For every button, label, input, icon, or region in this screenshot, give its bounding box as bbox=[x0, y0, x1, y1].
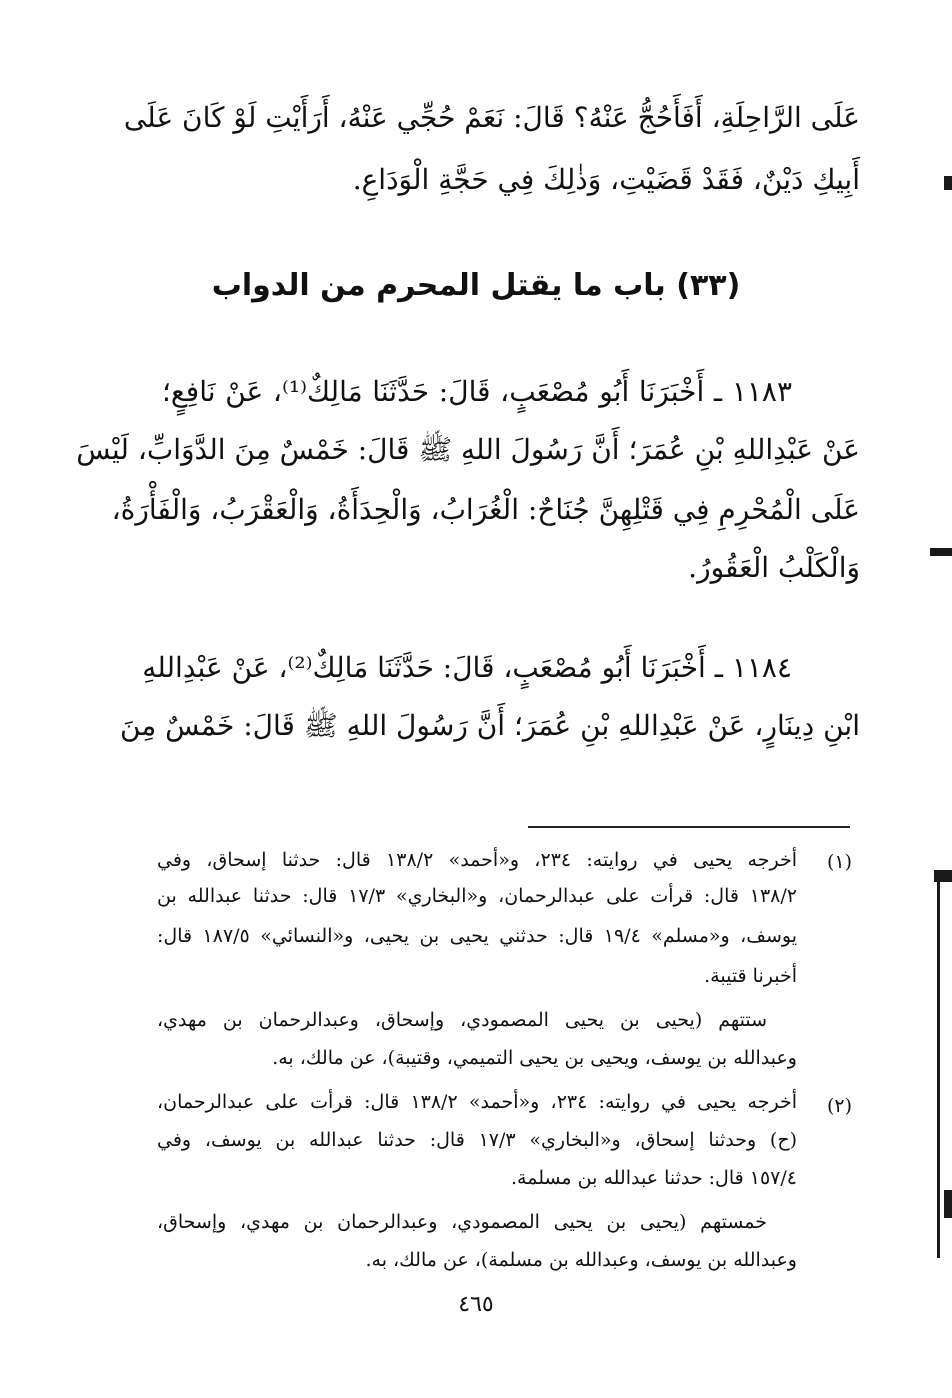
hadith-1183-line: ١١٨٣ ـ أَخْبَرَنَا أَبُو مُصْعَبٍ، قَالَ: حَدَّثَنَا مَالِكٌ⁽¹⁾، عَنْ نَافِعٍ؛ bbox=[162, 375, 792, 408]
hadith-1183-line: عَلَى الْمُحْرِمِ فِي قَتْلِهِنَّ جُنَاحٌ: الْغُرَابُ، وَالْحِدَأَةُ، وَالْعَقْرَبُ، وَالْفَأْرَةُ، bbox=[111, 493, 860, 526]
text-line: أَبِيكِ دَيْنٌ، فَقَدْ قَضَيْتِ، وَذٰلِكَ فِي حَجَّةِ الْوَدَاعِ. bbox=[352, 163, 860, 196]
footnote-1-line: أخبرنا قتيبة. bbox=[704, 965, 797, 987]
scan-edge-line bbox=[937, 878, 940, 1258]
hadith-1183-line: عَنْ عَبْدِاللهِ بْنِ عُمَرَ؛ أَنَّ رَسُولَ اللهِ ﷺ قَالَ: خَمْسٌ مِنَ الدَّوَابِّ، لَيْسَ bbox=[76, 433, 860, 466]
footnote-2-para2-line: خمستهم (يحيى بن يحيى المصمودي، وعبدالرحمان بن مهدي، وإسحاق، bbox=[157, 1211, 767, 1233]
footnote-1-number: (١) bbox=[826, 851, 852, 873]
scan-edge-mark bbox=[944, 1190, 952, 1218]
footnote-1-para2-line: وعبدالله بن يوسف، ويحيى بن يحيى التميمي، وقتيبة)، عن مالك، به. bbox=[272, 1047, 797, 1069]
footnote-1-line: أخرجه يحيى في روايته: ٢٣٤، و«أحمد» ١٣٨/٢ قال: حدثنا إسحاق، وفي bbox=[157, 849, 797, 871]
footnote-2-line: أخرجه يحيى في روايته: ٢٣٤، و«أحمد» ١٣٨/٢ قال: قرأت على عبدالرحمان، bbox=[157, 1091, 797, 1113]
hadith-1183-line: وَالْكَلْبُ الْعَقُورُ. bbox=[688, 551, 860, 584]
footnote-2-line: ١٥٧/٤ قال: حدثنا عبدالله بن مسلمة. bbox=[510, 1167, 797, 1189]
text-line: عَلَى الرَّاحِلَةِ، أَفَأَحُجُّ عَنْهُ؟ قَالَ: نَعَمْ حُجِّي عَنْهُ، أَرَأَيْتِ لَوْ كَانَ عَلَى bbox=[123, 101, 860, 134]
page-number: ٤٦٥ bbox=[458, 1292, 494, 1317]
footnote-1-line: ١٣٨/٢ قال: قرأت على عبدالرحمان، و«البخاري» ١٧/٣ قال: حدثنا عبدالله بن bbox=[157, 885, 797, 907]
footnote-2-number: (٢) bbox=[826, 1095, 852, 1117]
footnote-2-para2-line: وعبدالله بن يوسف، وعبدالله بن مسلمة)، عن مالك، به. bbox=[365, 1249, 797, 1271]
hadith-1184-line: ١١٨٤ ـ أَخْبَرَنَا أَبُو مُصْعَبٍ، قَالَ: حَدَّثَنَا مَالِكٌ⁽²⁾، عَنْ عَبْدِاللهِ bbox=[142, 651, 792, 684]
hadith-1184-line: ابْنِ دِينَارٍ، عَنْ عَبْدِاللهِ بْنِ عُمَرَ؛ أَنَّ رَسُولَ اللهِ ﷺ قَالَ: خَمْسٌ مِنَ bbox=[119, 709, 860, 742]
footnote-1-para2-line: ستتهم (يحيى بن يحيى المصمودي، وإسحاق، وعبدالرحمان بن مهدي، bbox=[157, 1009, 767, 1031]
section-heading: (٣٣) باب ما يقتل المحرم من الدواب bbox=[211, 268, 741, 303]
footnote-1-line: يوسف، و«مسلم» ١٩/٤ قال: حدثني يحيى بن يحيى، و«النسائي» ١٨٧/٥ قال: bbox=[157, 925, 797, 947]
scan-edge-mark bbox=[930, 548, 952, 556]
footnote-separator bbox=[528, 826, 850, 828]
scan-edge-mark bbox=[944, 176, 952, 190]
footnote-2-line: (ح) وحدثنا إسحاق، و«البخاري» ١٧/٣ قال: حدثنا عبدالله بن يوسف، وفي bbox=[157, 1129, 797, 1151]
